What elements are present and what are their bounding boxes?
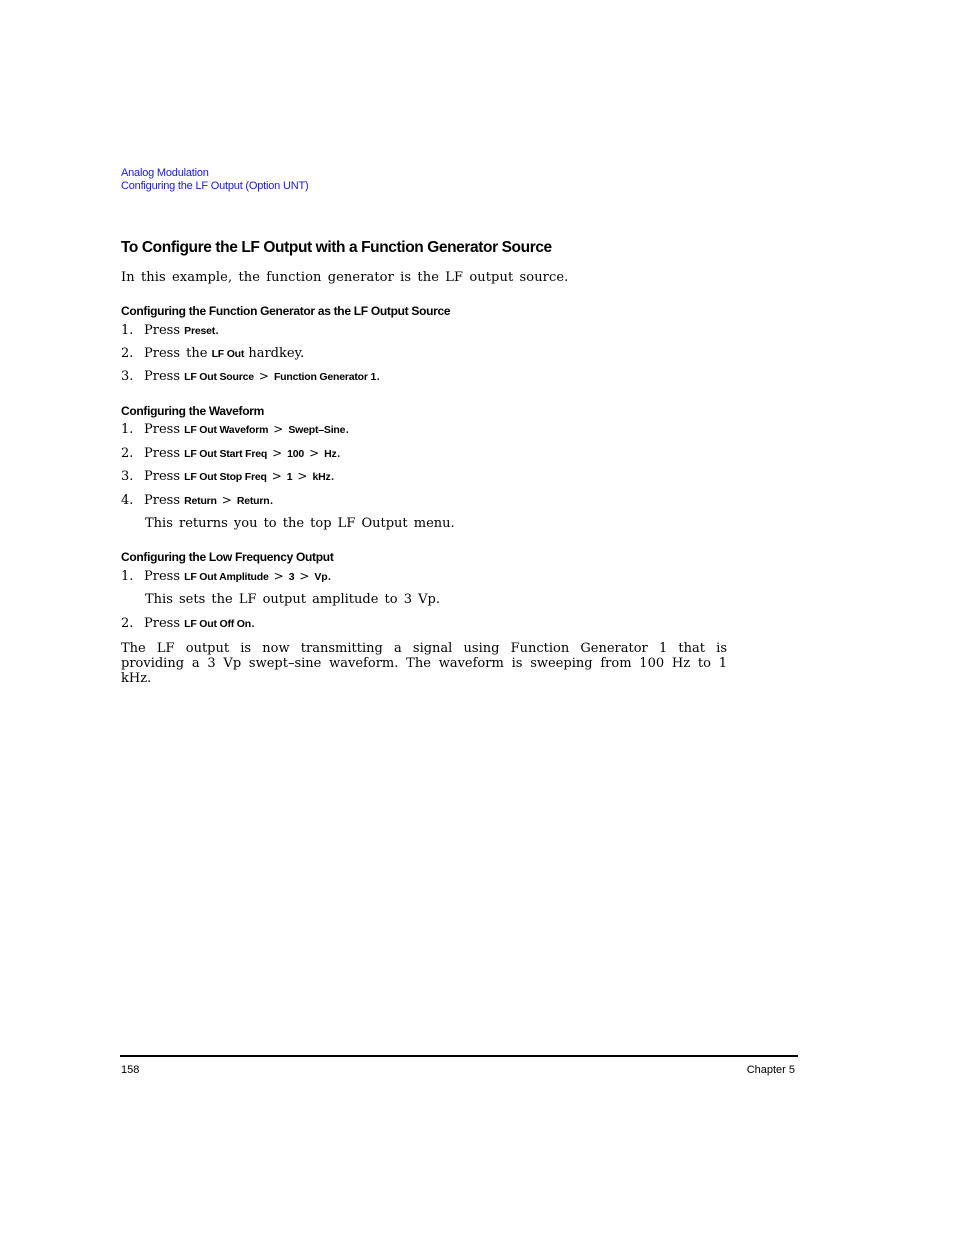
separator: > [258, 369, 269, 383]
softkey-label: Return [184, 495, 217, 507]
separator: > [299, 569, 310, 583]
list-item: 2. Press LF Out Off On. [121, 616, 256, 631]
softkey-label: 100 [287, 448, 305, 460]
step-number: 1. [121, 422, 134, 437]
softkey-label: LF Out Stop Freq [184, 471, 267, 483]
step-note: This returns you to the top LF Output menu. [145, 516, 455, 531]
softkey-label: Return [236, 495, 270, 507]
step-number: 1. [121, 569, 134, 584]
separator: > [273, 422, 284, 436]
separator: > [297, 469, 308, 483]
softkey-label: LF Out Amplitude [184, 571, 269, 583]
step-verb: Press [144, 569, 180, 584]
softkey-label: Hz [324, 448, 337, 460]
separator: > [309, 446, 320, 460]
step-number: 2. [121, 616, 134, 631]
page-title: To Configure the LF Output with a Function Generator Source [121, 239, 552, 256]
list-item: 3. Press LF Out Source > Function Generator 1. [121, 369, 381, 384]
intro-paragraph: In this example, the function generator is the LF output source. [121, 270, 569, 285]
separator: > [271, 469, 282, 483]
softkey-label: LF Out Waveform [184, 424, 269, 436]
breadcrumb-section-link[interactable]: Configuring the LF Output (Option UNT) [121, 180, 309, 192]
softkey-label: kHz [312, 471, 331, 483]
step-verb: Press [144, 493, 180, 508]
step-verb: Press [144, 422, 180, 437]
step-verb: Press [144, 469, 180, 484]
separator: > [272, 446, 283, 460]
step-verb: Press the [144, 346, 208, 361]
softkey-label: 1 [286, 471, 293, 483]
hardkey-label: LF Out [211, 348, 245, 360]
softkey-label: LF Out Start Freq [184, 448, 268, 460]
step-number: 4. [121, 493, 134, 508]
softkey-label: LF Out Off On [184, 618, 251, 630]
step-suffix: hardkey. [248, 346, 305, 361]
softkey-label: Swept–Sine [288, 424, 346, 436]
list-item [121, 346, 304, 361]
step-number: 1. [121, 323, 134, 338]
list-item: 1. Press Preset. [121, 323, 220, 338]
step-verb: Press [144, 446, 180, 461]
step-number: 3. [121, 369, 134, 384]
list-item: 4. Press Return > Return. [121, 493, 274, 508]
softkey-label: LF Out Source [184, 371, 254, 383]
breadcrumb-chapter-link[interactable]: Analog Modulation [121, 167, 209, 179]
step-number: 2. [121, 446, 134, 461]
list-item: 3. Press LF Out Stop Freq > 1 > kHz. [121, 469, 335, 484]
section-heading-waveform: Configuring the Waveform [121, 404, 265, 418]
step-number: 3. [121, 469, 134, 484]
section-heading-low-frequency-output: Configuring the Low Frequency Output [121, 550, 334, 564]
separator: > [221, 493, 232, 507]
step-verb: Press [144, 323, 180, 338]
list-item: 2. Press LF Out Start Freq > 100 > Hz. [121, 446, 341, 461]
list-item: 1. Press LF Out Waveform > Swept–Sine. [121, 422, 350, 437]
step-verb: Press [144, 369, 180, 384]
list-item: 1. Press LF Out Amplitude > 3 > Vp. [121, 569, 332, 584]
page-number: 158 [121, 1064, 140, 1076]
softkey-label: Vp [314, 571, 328, 583]
footer-rule [120, 1055, 798, 1057]
softkey-label: Function Generator 1 [273, 371, 377, 383]
softkey-label: Preset [184, 325, 216, 337]
step-note: This sets the LF output amplitude to 3 Vp. [145, 592, 440, 607]
closing-paragraph: The LF output is now transmitting a signal using Function Generator 1 that is providing a 3 Vp swept–sine waveform. The waveform is sweeping from 100 Hz to 1 kHz. [121, 641, 727, 686]
separator: > [273, 569, 284, 583]
step-number: 2. [121, 346, 134, 361]
chapter-label: Chapter 5 [746, 1064, 795, 1076]
softkey-label: 3 [288, 571, 295, 583]
section-heading-function-generator: Configuring the Function Generator as the LF Output Source [121, 304, 451, 318]
breadcrumb [121, 167, 308, 193]
step-verb: Press [144, 616, 180, 631]
